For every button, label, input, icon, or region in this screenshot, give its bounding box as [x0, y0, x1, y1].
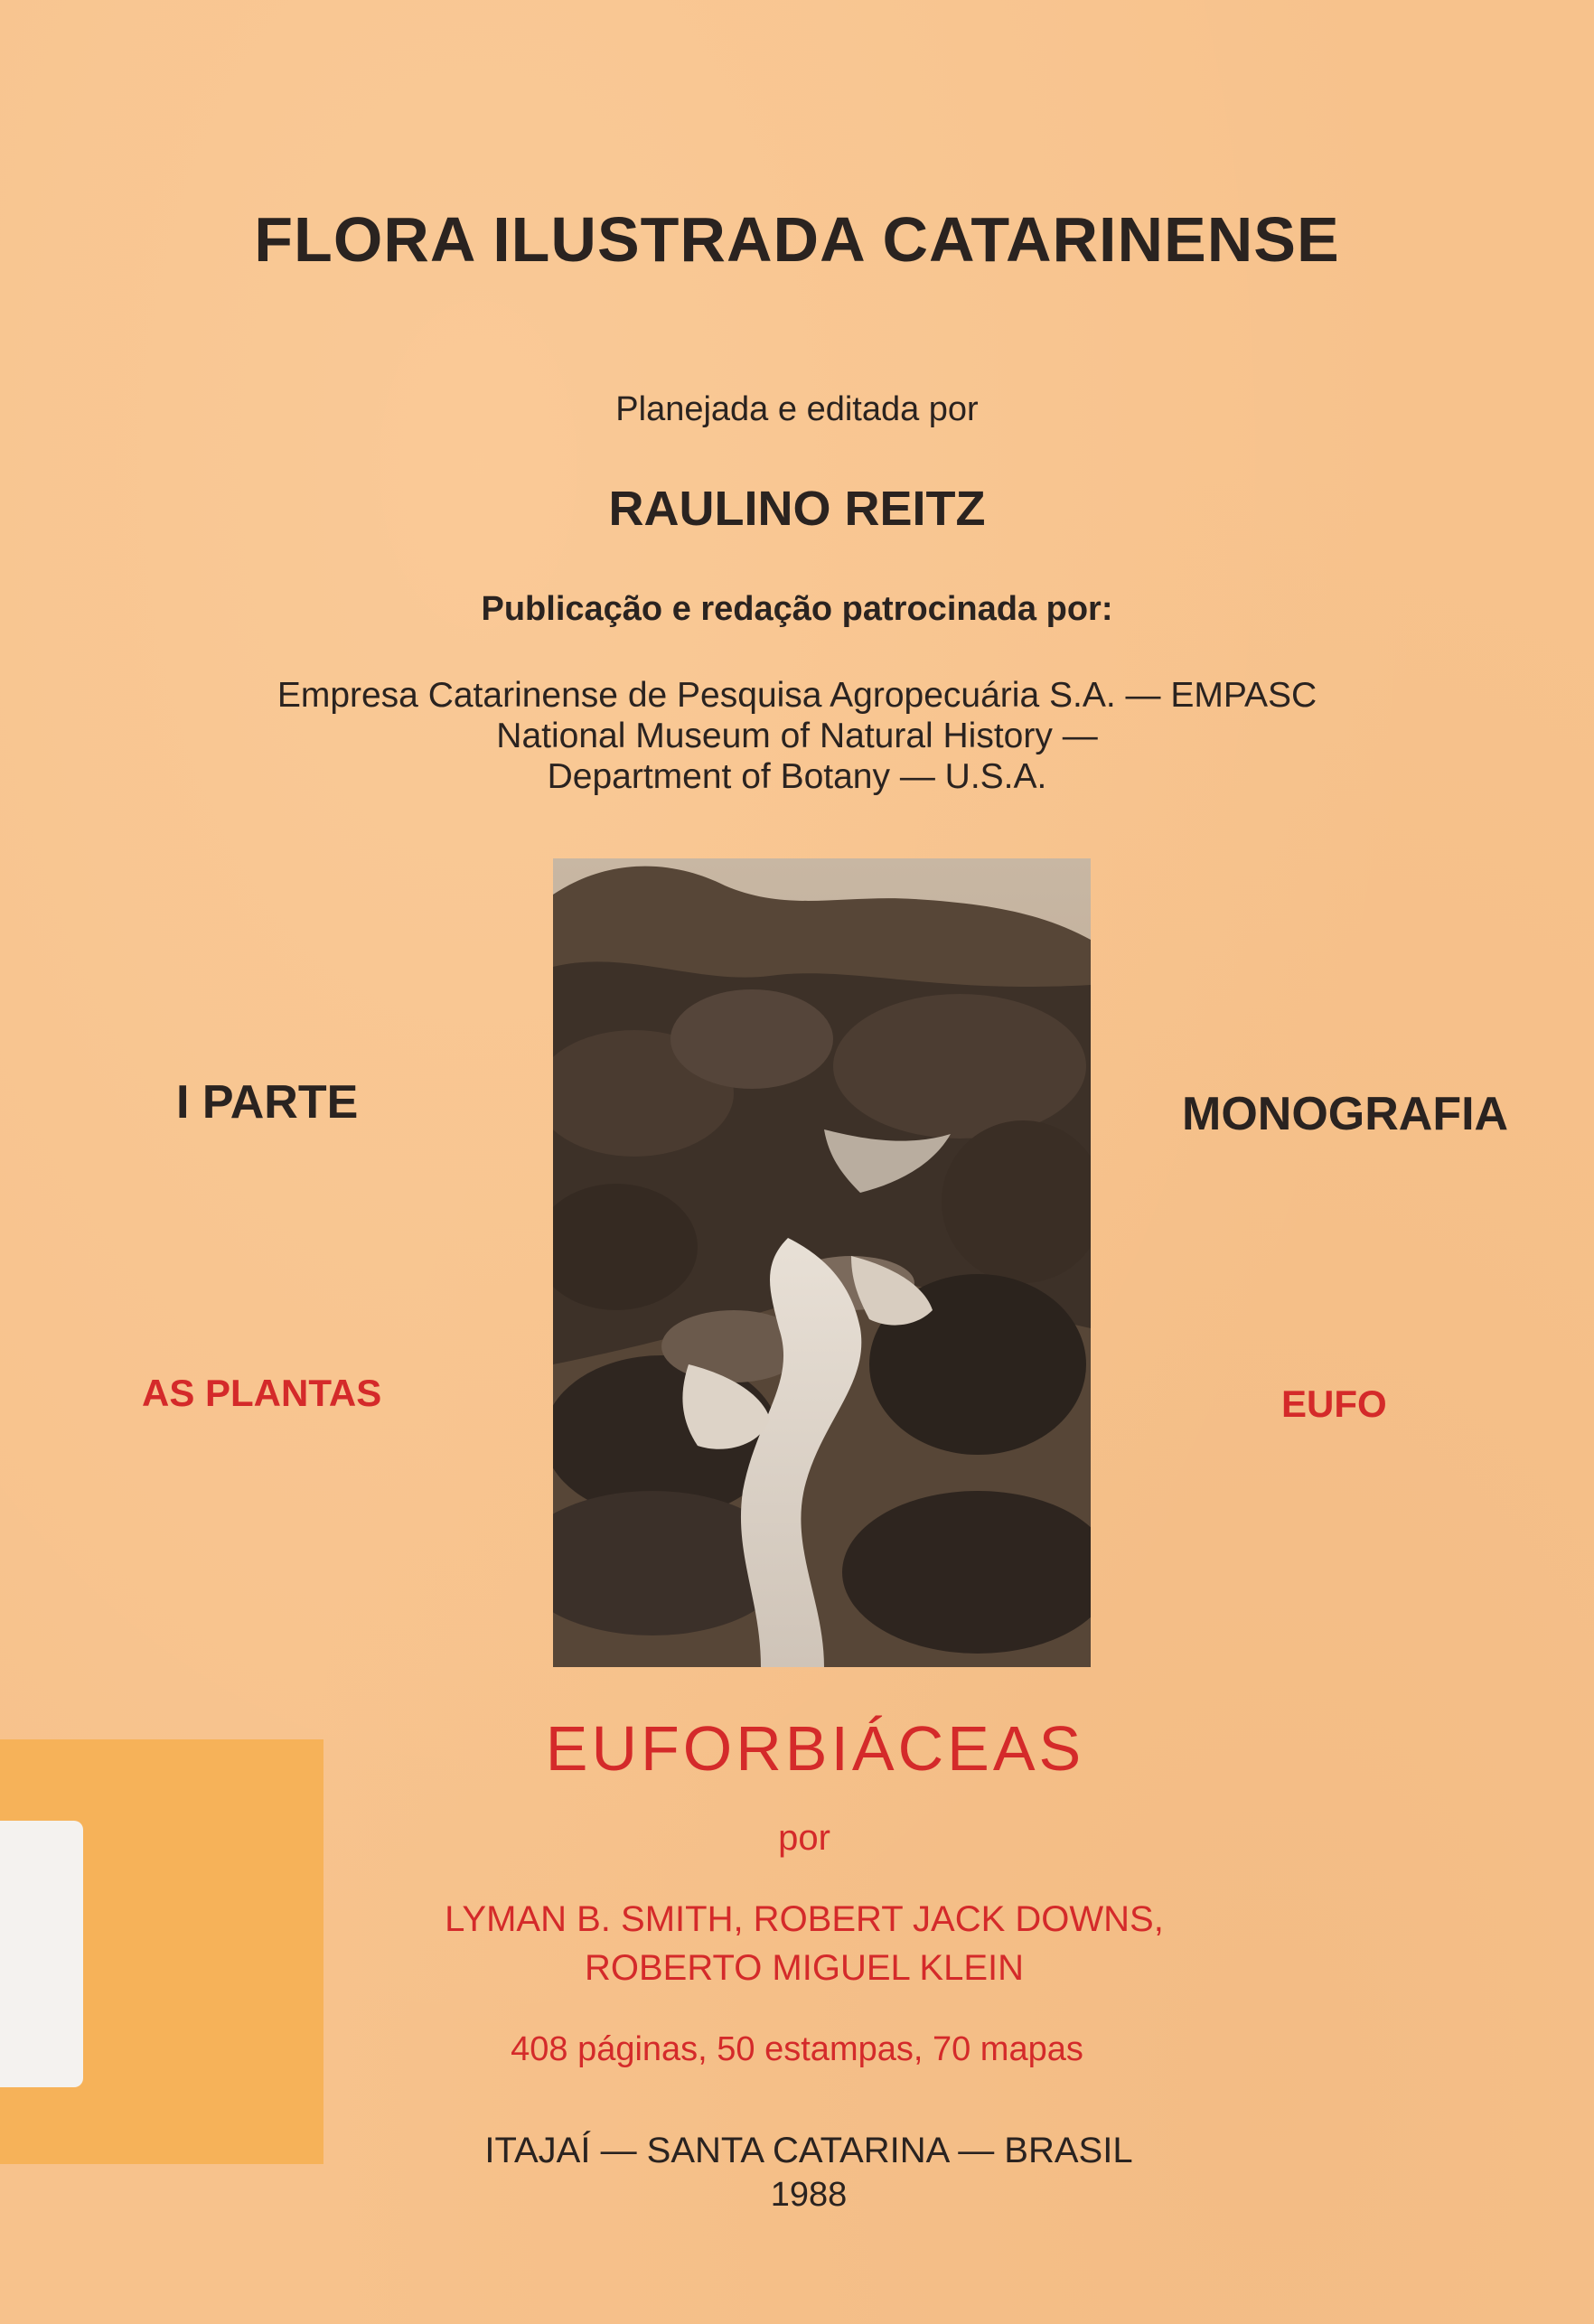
planned-by-label: Planejada e editada por: [615, 390, 979, 428]
plants-label: AS PLANTAS: [142, 1372, 382, 1414]
by-label: por: [778, 1818, 830, 1858]
authors-line: ROBERTO MIGUEL KLEIN: [584, 1948, 1025, 1988]
cover-title: FLORA ILUSTRADA CATARINENSE: [254, 204, 1340, 275]
publication-place: ITAJAÍ — SANTA CATARINA — BRASIL: [484, 2131, 1133, 2170]
monograph-label: MONOGRAFIA: [1182, 1088, 1509, 1140]
sponsor-line: Empresa Catarinense de Pesquisa Agropecuária S.A. — EMPASC: [277, 676, 1317, 715]
pages-info: 408 páginas, 50 estampas, 70 mapas: [511, 2030, 1083, 2068]
waterfall-illustration: [553, 858, 1091, 1667]
sponsor-label: Publicação e redação patrocinada por:: [481, 590, 1113, 628]
authors-line: LYMAN B. SMITH, ROBERT JACK DOWNS,: [445, 1899, 1164, 1939]
publication-year: 1988: [770, 2176, 848, 2214]
sponsor-line: National Museum of Natural History —: [496, 717, 1098, 755]
library-label: [0, 1821, 83, 2087]
editor-name: RAULINO REITZ: [608, 482, 986, 536]
family-title: EUFORBIÁCEAS: [545, 1713, 1085, 1784]
part-label: I PARTE: [176, 1076, 359, 1129]
waterfall-photo: [553, 858, 1091, 1667]
sponsor-line: Department of Botany — U.S.A.: [547, 757, 1047, 796]
family-code: EUFO: [1281, 1382, 1387, 1425]
